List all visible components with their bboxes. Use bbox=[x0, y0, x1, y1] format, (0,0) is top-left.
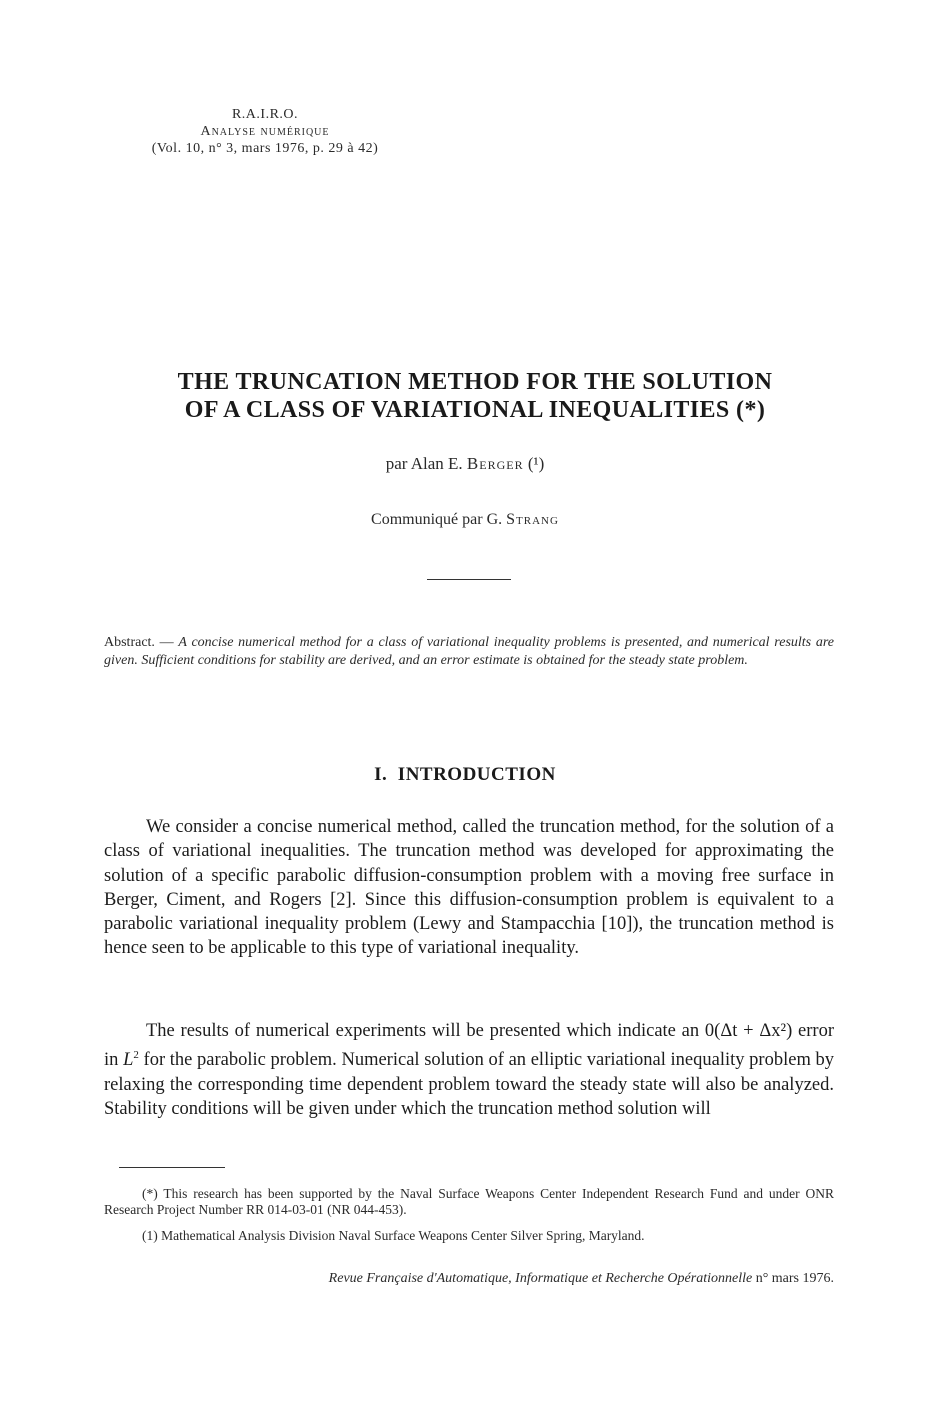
communicated-by bbox=[0, 511, 930, 529]
footnote-rule bbox=[119, 1167, 225, 1168]
communicated-name: Strang bbox=[506, 511, 559, 528]
author-footnote-mark: (¹) bbox=[527, 454, 545, 473]
journal-name: R.A.I.R.O. bbox=[231, 107, 299, 122]
abstract bbox=[104, 634, 834, 670]
section-heading: I. INTRODUCTION bbox=[374, 764, 556, 785]
author-surname: Berger bbox=[466, 454, 524, 473]
norm-exponent: 2 bbox=[133, 1049, 139, 1062]
journal-header bbox=[0, 106, 530, 157]
footer-issue: n° mars 1976. bbox=[752, 1271, 834, 1286]
body-paragraph-2 bbox=[104, 1019, 834, 1121]
paper-title-line-1: THE TRUNCATION METHOD FOR THE SOLUTION bbox=[177, 369, 773, 395]
author-byline bbox=[0, 454, 930, 474]
paragraph-2-rest: for the parabolic problem. Numerical solution of an elliptic variational inequality problem by relaxing the corresponding time dependent problem toward the steady state will also be analyzed. Stability conditions will be given under which the truncation method solution will bbox=[104, 1050, 834, 1120]
abstract-label: Abstract. — bbox=[104, 635, 174, 650]
running-footer bbox=[104, 1271, 834, 1287]
journal-volume: (Vol. 10, n° 3, mars 1976, p. 29 à 42) bbox=[151, 141, 379, 156]
footnote-1: (*) This research has been supported by the Naval Surface Weapons Center Independent Research Fund and under ONR Research Project Number RR 014-03-01 (NR 044-453). bbox=[104, 1186, 834, 1217]
footer-journal: Revue Française d'Automatique, Informatique et Recherche Opérationnelle bbox=[328, 1271, 753, 1286]
author-prefix: par Alan E. bbox=[385, 454, 463, 473]
paper-title-line-2: OF A CLASS OF VARIATIONAL INEQUALITIES (*) bbox=[184, 397, 766, 423]
norm-symbol: L bbox=[123, 1050, 134, 1071]
paper-title bbox=[100, 368, 850, 424]
journal-series: Analyse numérique bbox=[200, 124, 330, 139]
body-paragraph-1: We consider a concise numerical method, called the truncation method, for the solution of a class of variational inequalities. The truncation method was developed for approximating the solution of a specific parabolic diffusion-consumption problem with a moving free surface in Berger, Ciment, and Rogers [2]. Since this diffusion-consumption problem is equivalent to a parabolic variational inequality problem (Lewy and Stampacchia [10]), the truncation method is hence seen to be applicable to this type of variational inequality. bbox=[104, 817, 834, 959]
abstract-text: A concise numerical method for a class of variational inequality problems is presented, and numerical results are given. Sufficient conditions for stability are derived, and an error estimate is obtained for the steady state problem. bbox=[104, 635, 834, 668]
title-separator bbox=[427, 579, 511, 580]
footnote-2: (1) Mathematical Analysis Division Naval Surface Weapons Center Silver Spring, Maryland. bbox=[142, 1228, 645, 1243]
paragraph-2-start: The results of numerical experiments will be presented which indicate an 0(Δt + Δx²) error in bbox=[104, 1021, 834, 1071]
communicated-prefix: Communiqué par G. bbox=[371, 511, 503, 528]
